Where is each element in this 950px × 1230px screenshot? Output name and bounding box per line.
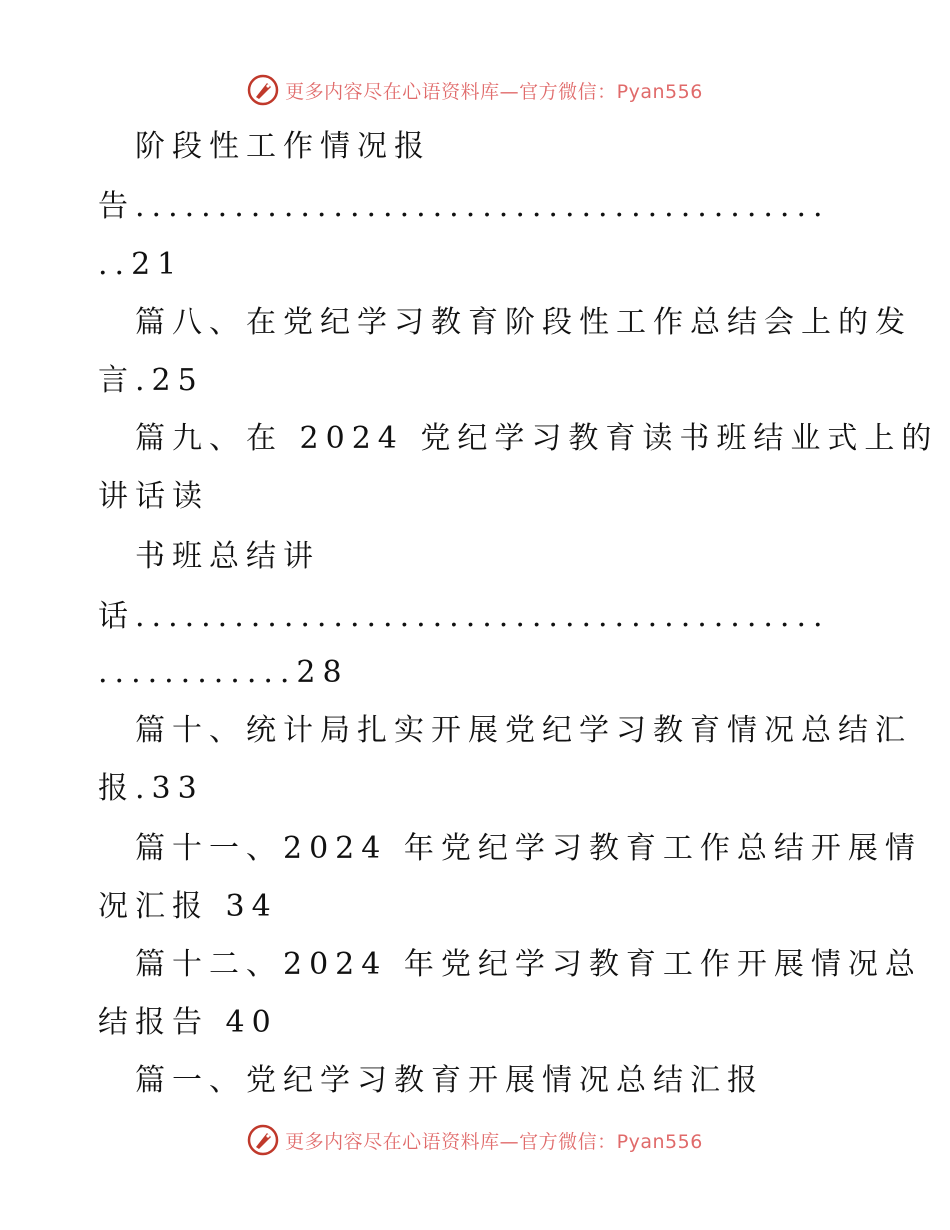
watermark-text: 更多内容尽在心语资料库—官方微信：Pyan556 xyxy=(285,80,703,103)
toc-line: 阶段性工作情况报 xyxy=(135,129,431,164)
toc-line: ..21 xyxy=(98,247,184,282)
toc-line: 篇十一、2024 年党纪学习教育工作总结开展情 xyxy=(135,831,922,866)
toc-line: 篇一、党纪学习教育开展情况总结汇报 xyxy=(135,1063,764,1098)
toc-line: 话.......................................... xyxy=(98,599,830,634)
header-watermark xyxy=(0,70,950,110)
toc-line: 篇十、统计局扎实开展党纪学习教育情况总结汇 xyxy=(135,713,912,748)
toc-line: 况汇报 34 xyxy=(98,889,278,924)
toc-line: 告.......................................... xyxy=(98,189,830,224)
toc-line: 篇十二、2024 年党纪学习教育工作开展情况总 xyxy=(135,947,922,982)
toc-line: 言.25 xyxy=(98,363,204,398)
toc-line: 篇九、在 2024 党纪学习教育读书班结业式上的 xyxy=(135,421,939,456)
toc-line: 结报告 40 xyxy=(98,1005,278,1040)
toc-line: 书班总结讲 xyxy=(135,539,320,574)
watermark-text: 更多内容尽在心语资料库—官方微信：Pyan556 xyxy=(285,1130,703,1153)
toc-line: ............28 xyxy=(98,655,349,690)
toc-line: 讲话读 xyxy=(98,479,209,514)
toc-line: 篇八、在党纪学习教育阶段性工作总结会上的发 xyxy=(135,305,912,340)
footer-watermark xyxy=(0,1120,950,1160)
pen-nib-logo-icon xyxy=(247,1124,279,1156)
pen-nib-logo-icon xyxy=(247,74,279,106)
toc-line: 报.33 xyxy=(98,771,204,806)
